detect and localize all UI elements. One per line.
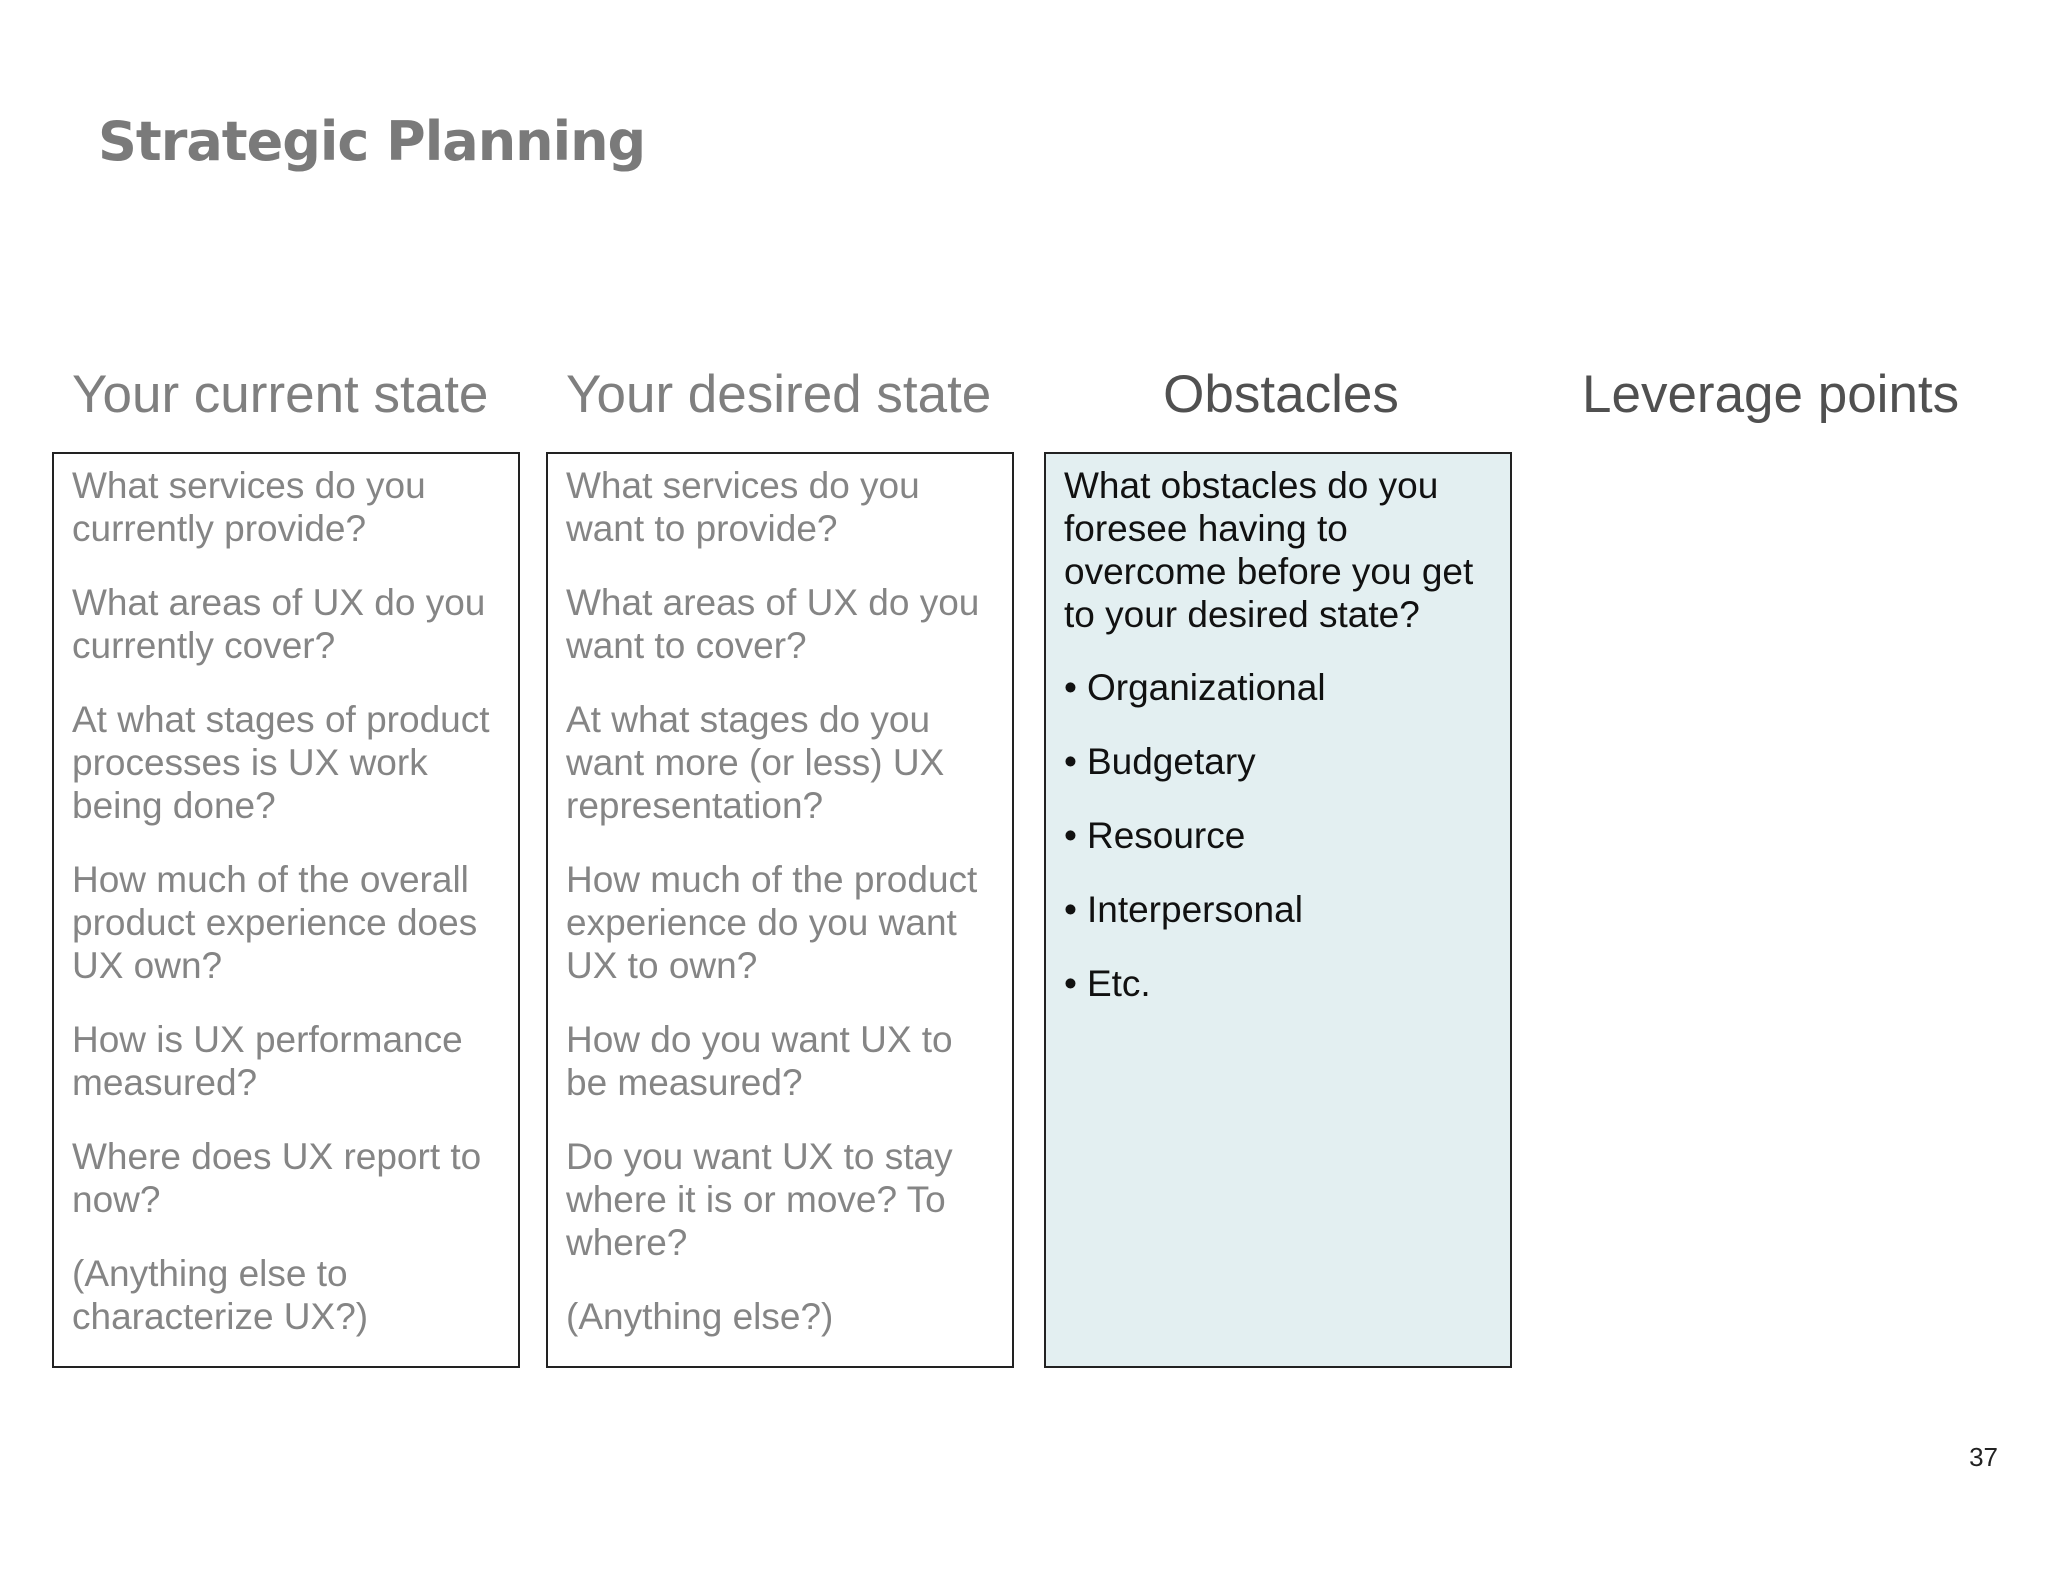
- current-question: How much of the overall product experience does UX own?: [72, 859, 478, 986]
- current-state-box: [52, 452, 520, 1368]
- desired-question: What areas of UX do you want to cover?: [566, 582, 980, 666]
- obstacles-list: [1064, 666, 1492, 1005]
- current-question: What areas of UX do you currently cover?: [72, 582, 486, 666]
- current-question: Where does UX report to now?: [72, 1136, 482, 1220]
- current-question: How is UX performance measured?: [72, 1019, 463, 1103]
- slide-title: Strategic Planning: [98, 110, 646, 173]
- desired-state-box: [546, 452, 1014, 1368]
- desired-question: At what stages do you want more (or less) UX representation?: [566, 699, 945, 826]
- heading-obstacles: Obstacles: [1163, 365, 1399, 424]
- desired-question: How much of the product experience do you want UX to own?: [566, 859, 978, 986]
- obstacle-item: • Budgetary: [1064, 740, 1492, 783]
- obstacle-item: • Etc.: [1064, 962, 1492, 1005]
- desired-question: What services do you want to provide?: [566, 465, 920, 549]
- obstacles-box: [1044, 452, 1512, 1368]
- page-number: 37: [1969, 1442, 1998, 1472]
- current-question: (Anything else to characterize UX?): [72, 1253, 369, 1337]
- current-question: At what stages of product processes is UX work being done?: [72, 699, 490, 826]
- desired-question: How do you want UX to be measured?: [566, 1019, 953, 1103]
- heading-desired-state: Your desired state: [566, 365, 992, 424]
- current-question: What services do you currently provide?: [72, 465, 426, 549]
- heading-leverage-points: Leverage points: [1582, 365, 1960, 424]
- obstacle-item: • Resource: [1064, 814, 1492, 857]
- obstacle-item: • Interpersonal: [1064, 888, 1492, 931]
- desired-question: Do you want UX to stay where it is or move? To where?: [566, 1136, 953, 1263]
- heading-current-state: Your current state: [72, 365, 489, 424]
- desired-question: (Anything else?): [566, 1296, 834, 1337]
- obstacle-item: • Organizational: [1064, 666, 1492, 709]
- obstacles-question: What obstacles do you foresee having to overcome before you get to your desired state?: [1064, 465, 1474, 635]
